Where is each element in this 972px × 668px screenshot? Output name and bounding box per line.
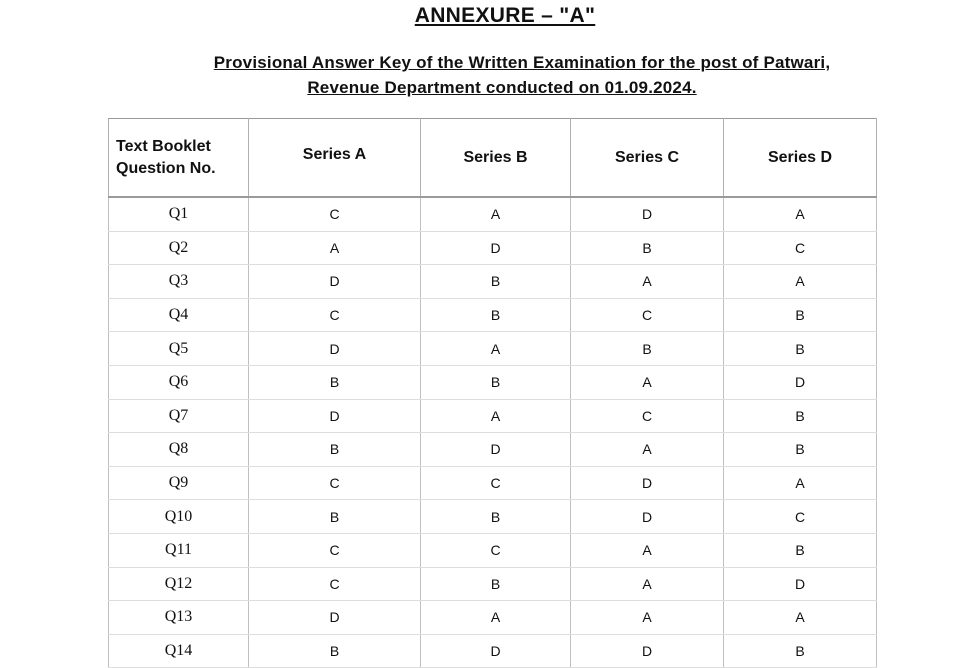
- series-c-answer: D: [571, 634, 724, 668]
- series-a-answer: B: [249, 365, 421, 399]
- document-title: ANNEXURE – "A": [414, 4, 596, 27]
- series-b-answer: B: [421, 567, 571, 601]
- series-d-answer: A: [724, 197, 877, 231]
- series-d-answer: B: [724, 399, 877, 433]
- table-row: [109, 601, 877, 635]
- series-d-answer: A: [724, 601, 877, 635]
- series-d-answer: A: [724, 466, 877, 500]
- series-c-answer: A: [571, 265, 724, 299]
- series-a-answer: C: [249, 567, 421, 601]
- question-number-cell: Q10: [109, 500, 249, 534]
- table-row: [109, 365, 877, 399]
- series-d-answer: D: [724, 567, 877, 601]
- series-b-answer: B: [421, 500, 571, 534]
- series-b-answer: D: [421, 634, 571, 668]
- table-row: [109, 567, 877, 601]
- series-b-answer: D: [421, 433, 571, 467]
- series-a-answer: C: [249, 298, 421, 332]
- series-c-answer: A: [571, 433, 724, 467]
- series-d-answer: D: [724, 365, 877, 399]
- question-number-cell: Q3: [109, 265, 249, 299]
- series-c-answer: A: [571, 601, 724, 635]
- header-series-a: Series A: [249, 119, 421, 198]
- header-question-line-2: Question No.: [116, 159, 216, 177]
- series-b-answer: B: [421, 298, 571, 332]
- document-subtitle-line-1: Provisional Answer Key of the Written Examination for the post of Patwari,: [213, 53, 831, 72]
- series-d-answer: B: [724, 298, 877, 332]
- question-number-cell: Q2: [109, 231, 249, 265]
- series-c-answer: A: [571, 365, 724, 399]
- table-header-row: [109, 119, 877, 198]
- table-row: [109, 466, 877, 500]
- question-number-cell: Q11: [109, 533, 249, 567]
- series-c-answer: A: [571, 567, 724, 601]
- series-d-answer: B: [724, 433, 877, 467]
- table-row: [109, 634, 877, 668]
- series-c-answer: C: [571, 399, 724, 433]
- series-b-answer: C: [421, 533, 571, 567]
- series-a-answer: B: [249, 433, 421, 467]
- question-number-cell: Q1: [109, 197, 249, 231]
- table-row: [109, 399, 877, 433]
- series-a-answer: C: [249, 466, 421, 500]
- question-number-cell: Q12: [109, 567, 249, 601]
- series-c-answer: D: [571, 197, 724, 231]
- question-number-cell: Q5: [109, 332, 249, 366]
- series-b-answer: A: [421, 332, 571, 366]
- table-row: [109, 231, 877, 265]
- series-d-answer: B: [724, 634, 877, 668]
- series-b-answer: B: [421, 265, 571, 299]
- series-d-answer: A: [724, 265, 877, 299]
- series-b-answer: A: [421, 197, 571, 231]
- series-c-answer: B: [571, 231, 724, 265]
- series-c-answer: C: [571, 298, 724, 332]
- series-a-answer: C: [249, 197, 421, 231]
- series-d-answer: C: [724, 231, 877, 265]
- header-series-c: Series C: [571, 119, 724, 198]
- table-row: [109, 500, 877, 534]
- series-c-answer: D: [571, 500, 724, 534]
- question-number-cell: Q13: [109, 601, 249, 635]
- series-d-answer: B: [724, 332, 877, 366]
- question-number-cell: Q9: [109, 466, 249, 500]
- series-b-answer: C: [421, 466, 571, 500]
- series-c-answer: B: [571, 332, 724, 366]
- series-d-answer: C: [724, 500, 877, 534]
- header-question-line-1: Text Booklet: [116, 137, 211, 155]
- table-row: [109, 298, 877, 332]
- table-row: [109, 332, 877, 366]
- header-series-b: Series B: [421, 119, 571, 198]
- header-question-number: [109, 119, 249, 198]
- answer-rows: [109, 197, 877, 668]
- table-row: [109, 265, 877, 299]
- table-row: [109, 197, 877, 231]
- series-a-answer: D: [249, 265, 421, 299]
- question-number-cell: Q6: [109, 365, 249, 399]
- series-b-answer: D: [421, 231, 571, 265]
- series-a-answer: D: [249, 601, 421, 635]
- series-a-answer: C: [249, 533, 421, 567]
- question-number-cell: Q4: [109, 298, 249, 332]
- series-c-answer: D: [571, 466, 724, 500]
- series-b-answer: B: [421, 365, 571, 399]
- document-subtitle-line-2: Revenue Department conducted on 01.09.2024.: [307, 78, 697, 97]
- question-number-cell: Q7: [109, 399, 249, 433]
- series-a-answer: D: [249, 399, 421, 433]
- series-b-answer: A: [421, 399, 571, 433]
- answer-key-table: [108, 118, 877, 668]
- series-c-answer: A: [571, 533, 724, 567]
- header-series-d: Series D: [724, 119, 877, 198]
- table-row: [109, 433, 877, 467]
- series-a-answer: A: [249, 231, 421, 265]
- question-number-cell: Q14: [109, 634, 249, 668]
- series-a-answer: B: [249, 634, 421, 668]
- series-a-answer: B: [249, 500, 421, 534]
- table-row: [109, 533, 877, 567]
- series-d-answer: B: [724, 533, 877, 567]
- series-a-answer: D: [249, 332, 421, 366]
- question-number-cell: Q8: [109, 433, 249, 467]
- series-b-answer: A: [421, 601, 571, 635]
